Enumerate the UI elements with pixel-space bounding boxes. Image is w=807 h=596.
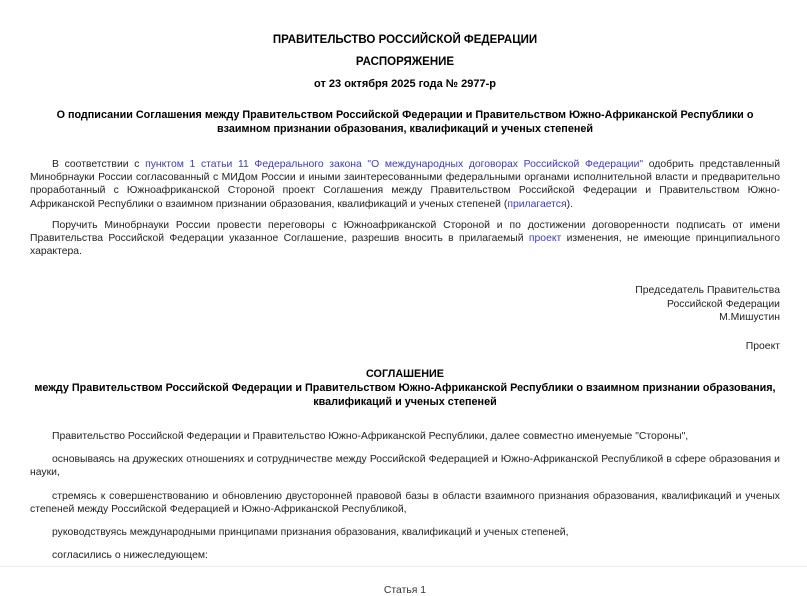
signature-block (30, 284, 780, 324)
government-org-title: ПРАВИТЕЛЬСТВО РОССИЙСКОЙ ФЕДЕРАЦИИ (272, 34, 538, 46)
paragraph-text: ). (566, 198, 573, 210)
paragraph-text: В соответствии с (52, 159, 146, 170)
agreement-paragraph: Правительство Российской Федерации и Правительство Южно-Африканской Республики, далее совместно именуемые "Стороны", (52, 431, 689, 443)
paragraph-text: Поручить Минобрнауки России провести переговоры с Южноафриканской Стороной и по достижении договоренности подписать от имени Правительства Российской Федерации указанное Соглашение, разрешив вносить в прилагаемый (30, 219, 780, 245)
article-heading: Статья 1 (383, 585, 427, 596)
agreement-paragraph: руководствуясь международными принципами признания образования, квалификаций и ученых степеней, (52, 527, 569, 539)
document-type-heading: РАСПОРЯЖЕНИЕ (355, 56, 455, 68)
agreement-paragraph: согласились о нижеследующем: (52, 550, 208, 562)
agreement-title: СОГЛАШЕНИЕ (366, 368, 444, 381)
signature-position-line: Председатель Правительства (635, 285, 780, 297)
paragraph-text: одобрить представленный Минобрнауки России согласованный с МИДом России и иными заинтересованными федеральными органами исполнительной власти и предварительно проработанный с Южноафриканской Стороной проект Соглашения между Правительством Российской Федерации и Правительством Южно-Африканской Республики о взаимном признании образования, квалификаций и ученых степеней ( (30, 159, 781, 210)
order-paragraph-2 (30, 219, 780, 259)
page-bottom-divider (0, 566, 807, 567)
agreement-paragraph: основываясь на дружеских отношениях и сотрудничестве между Российской Федерацией и Южно-Африканской Республикой в сфере образования и науки, (30, 454, 780, 479)
federal-law-link[interactable]: пунктом 1 статьи 11 Федерального закона "О международных договорах Российской Федерации" (145, 159, 644, 170)
paragraph-text: изменения, не имеющие принципиального характера. (30, 233, 780, 258)
agreement-paragraph: стремясь к совершенствованию и обновлению двусторонней правовой базы в области взаимного признания образования, квалификаций и ученых степеней между Российской Федерацией и Южно-Африканской Республикой, (30, 490, 780, 515)
attached-link[interactable]: прилагается (507, 198, 567, 210)
document-title: О подписании Соглашения между Правительством Российской Федерации и Правительством Южно-Африканской Республики о взаимном признании образования, квалификаций и ученых степеней (56, 109, 754, 135)
draft-label: Проект (745, 341, 780, 353)
document-date-number: от 23 октября 2025 года № 2977-р (314, 78, 496, 90)
agreement-subtitle: между Правительством Российской Федерации и Правительством Южно-Африканской Республики о взаимном признании образования, квалификаций и ученых степеней (34, 382, 776, 409)
draft-link[interactable]: проект (528, 233, 562, 245)
signature-org-line: Российской Федерации (667, 298, 780, 310)
signature-name: М.Мишустин (719, 311, 780, 323)
order-paragraph-1 (30, 158, 780, 211)
